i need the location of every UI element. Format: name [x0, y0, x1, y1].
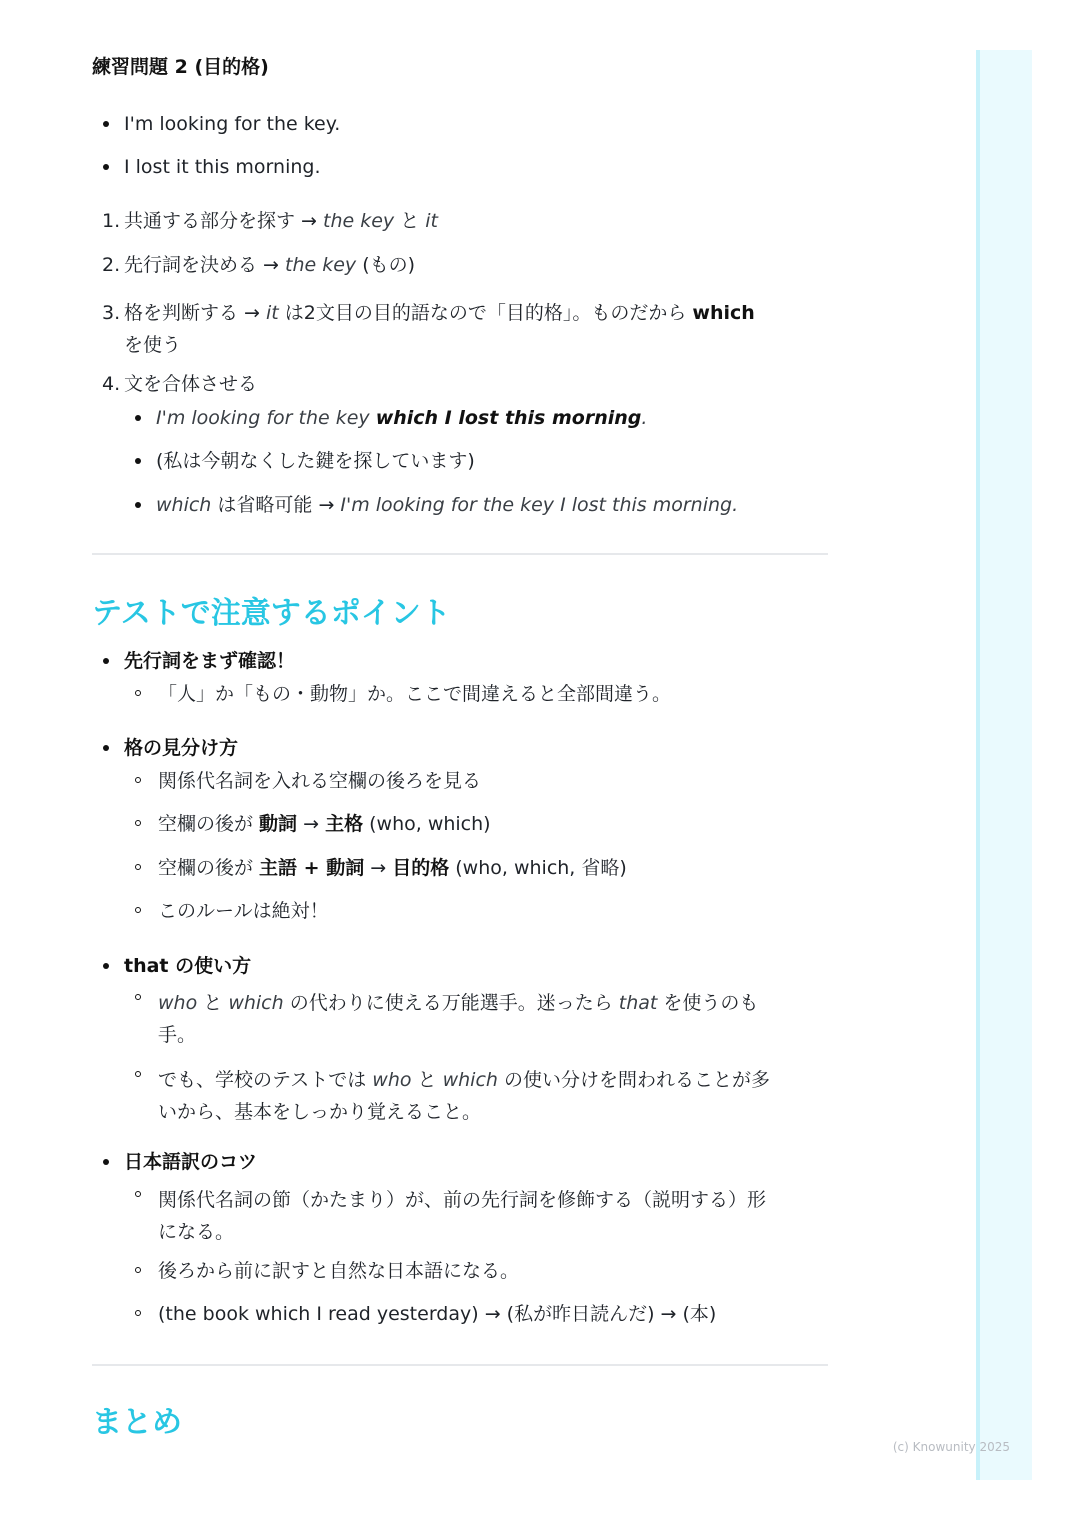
step-1	[102, 210, 438, 232]
point-title: 日本語訳のコツ	[124, 1151, 258, 1173]
term: 動詞	[259, 813, 298, 835]
example-end: .	[641, 407, 648, 429]
sub-item	[158, 813, 491, 835]
term: 主語 + 動詞	[259, 857, 365, 879]
exercise-title: 練習問題 2 (目的格)	[92, 56, 269, 78]
section-title: テストで注意するポイント	[92, 596, 451, 631]
example-sentence: I'm looking for the key I lost this morning.	[340, 494, 739, 516]
step-text: は2文目の目的語なので「目的格」。ものだから	[278, 302, 693, 324]
step-number: 3.	[102, 302, 121, 324]
text: 関係代名詞の節（かたまり）が、前の先行詞を修飾する（説明する）形	[158, 1189, 767, 1211]
list-item	[124, 156, 321, 178]
step-2	[102, 254, 416, 276]
term: it	[266, 302, 279, 324]
sub-item	[158, 987, 758, 1051]
term: the key	[285, 254, 357, 276]
translation: (私は今朝なくした鍵を探しています)	[156, 450, 475, 472]
sub-item	[158, 857, 627, 879]
text: と	[411, 1069, 443, 1091]
copyright: (c) Knowunity 2025	[892, 1440, 1010, 1454]
text: 空欄の後が	[158, 813, 260, 835]
sentence-text: I lost it this morning.	[124, 156, 321, 178]
sub-item	[156, 494, 738, 516]
term: 主格	[325, 813, 364, 835]
step-text: 文を合体させる	[124, 373, 258, 395]
point-title: 格の見分け方	[124, 737, 239, 759]
sentence-text: I'm looking for the key.	[124, 113, 341, 135]
section-title: まとめ	[92, 1405, 182, 1440]
step-text: 先行詞を決める →	[124, 254, 285, 276]
text: と	[197, 992, 229, 1014]
point-title: 先行詞をまず確認！	[124, 650, 296, 672]
term: who	[158, 992, 198, 1014]
term: the key	[323, 210, 395, 232]
sub-item	[158, 1184, 766, 1248]
list-item	[124, 113, 340, 135]
text: 空欄の後が	[158, 857, 260, 879]
sub-item: このルールは絶対！	[158, 900, 329, 922]
step-text: 格を判断する →	[124, 302, 266, 324]
text: →	[364, 857, 393, 879]
sub-item: 関係代名詞を入れる空欄の後ろを見る	[158, 770, 482, 792]
example-clause: which I lost this morning	[375, 407, 642, 429]
sub-item	[158, 1064, 770, 1128]
term: which	[442, 1069, 498, 1091]
divider	[92, 553, 828, 555]
text: →	[297, 813, 326, 835]
text: でも、学校のテストでは	[158, 1069, 373, 1091]
example-sentence: I'm looking for the key	[156, 407, 376, 429]
text: 手。	[158, 1024, 197, 1046]
step-text: は省略可能 →	[211, 494, 341, 516]
sub-item	[156, 407, 647, 429]
text: (who, which, 省略)	[449, 857, 627, 879]
step-text: (もの)	[356, 254, 416, 276]
sub-item: (the book which I read yesterday) → (私が昨日読んだ) → (本)	[158, 1303, 717, 1325]
step-3	[102, 297, 755, 361]
text: いから、基本をしっかり覚えること。	[158, 1101, 482, 1123]
step-text: 共通する部分を探す →	[124, 210, 323, 232]
text: を使うのも	[657, 992, 759, 1014]
step-text: と	[394, 210, 426, 232]
term: that	[618, 992, 658, 1014]
term: which	[228, 992, 284, 1014]
text: の使い分けを問われることが多	[497, 1069, 770, 1091]
step-number: 1.	[102, 210, 121, 232]
side-panel	[976, 50, 1032, 1480]
sub-item: 後ろから前に訳すと自然な日本語になる。	[158, 1260, 520, 1282]
sub-item	[156, 450, 475, 472]
text: になる。	[158, 1221, 235, 1243]
term: which	[692, 302, 755, 324]
step-text: を使う	[124, 334, 182, 356]
text: (who, which)	[363, 813, 491, 835]
term: which	[156, 494, 212, 516]
term: who	[372, 1069, 412, 1091]
term: it	[425, 210, 438, 232]
divider	[92, 1364, 828, 1366]
step-number: 4.	[102, 373, 121, 395]
term: 目的格	[392, 857, 450, 879]
text: の代わりに使える万能選手。迷ったら	[283, 992, 619, 1014]
step-4	[102, 373, 258, 395]
step-number: 2.	[102, 254, 121, 276]
point-title: that の使い方	[124, 955, 252, 977]
sub-item: 「人」か「もの・動物」か。ここで間違えると全部間違う。	[158, 683, 672, 705]
